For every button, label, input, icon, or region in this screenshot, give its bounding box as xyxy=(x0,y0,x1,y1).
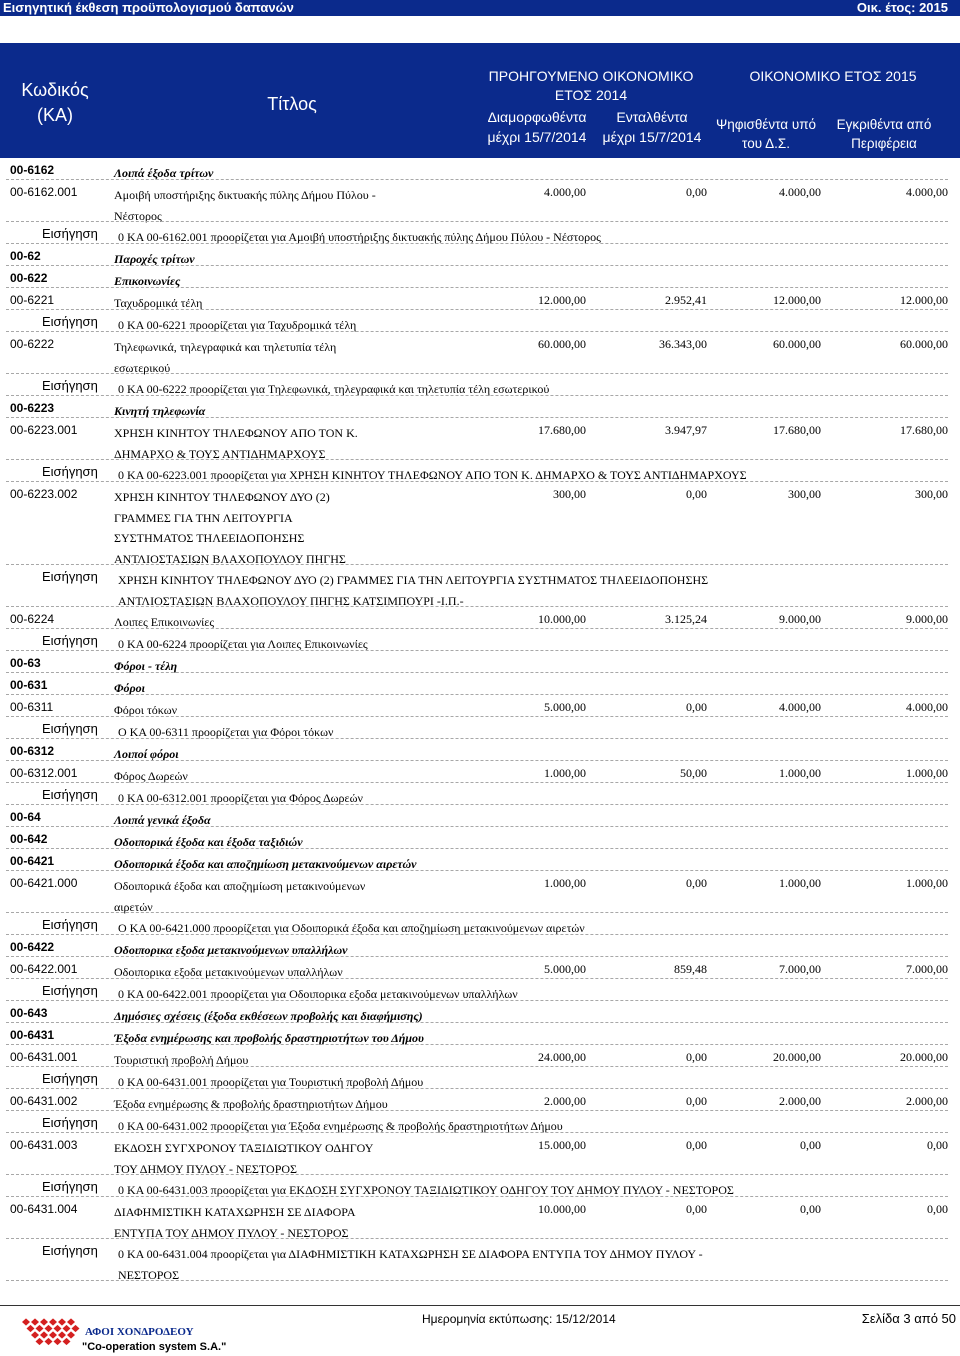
row-title-line: αιρετών xyxy=(114,899,153,914)
note-row xyxy=(0,1111,960,1133)
group-row xyxy=(0,739,960,761)
header-code-line1: Κωδικός xyxy=(21,80,89,100)
value-formed: 24.000,00 xyxy=(538,1050,586,1064)
row-title-line: ΕΝΤΥΠΑ ΤΟΥ ΔΗΜΟΥ ΠΥΛΟΥ - ΝΕΣΤΟΡΟΣ xyxy=(114,1225,349,1240)
print-date: Ημερομηνία εκτύπωσης: 15/12/2014 xyxy=(422,1312,616,1326)
value-voted: 1.000,00 xyxy=(779,876,821,890)
value-voted: 1.000,00 xyxy=(779,766,821,780)
row-title: Δημόσιες σχέσεις (έξοδα εκθέσεων προβολής και διαφήμισης) xyxy=(114,1009,423,1023)
row-title-line: ΑΝΤΛΙΟΣΤΑΣΙΩΝ ΒΛΑΧΟΠΟΥΛΟΥ ΠΗΓΗΣ xyxy=(114,551,346,566)
note-row xyxy=(0,629,960,651)
group-row xyxy=(0,651,960,673)
row-title: Επικοινωνίες xyxy=(114,274,181,288)
group-row xyxy=(0,244,960,266)
company-logo-icon xyxy=(20,1317,82,1347)
row-code: 00-6422 xyxy=(10,940,55,954)
table-row xyxy=(0,957,960,979)
row-title-line: ΓΡΑΜΜΕΣ ΓΙΑ ΤΗΝ ΛΕΙΤΟΥΡΓΙΑ xyxy=(114,510,293,525)
header-fiscal-2015: ΟΙΚΟΝΟΜΙΚΟ ΕΤΟΣ 2015 xyxy=(749,68,917,84)
note-text-line: 0 ΚΑ 00-6222 προορίζεται για Τηλεφωνικά, τηλεγραφικά και τηλετυπία τέλη εσωτερικού xyxy=(118,382,550,396)
table-row xyxy=(0,761,960,783)
group-row xyxy=(0,396,960,418)
note-text-line: 0 ΚΑ 00-6221 προορίζεται για Ταχυδρομικά τέλη xyxy=(118,318,357,332)
logo-diamond xyxy=(63,1325,71,1332)
row-code: 00-64 xyxy=(10,810,41,824)
value-voted: 12.000,00 xyxy=(773,293,821,307)
value-voted: 300,00 xyxy=(788,487,821,501)
row-code: 00-6431.003 xyxy=(10,1138,78,1152)
group-row xyxy=(0,827,960,849)
value-committed: 0,00 xyxy=(686,700,707,714)
note-row xyxy=(0,1067,960,1089)
row-title: Οδοιπορικά έξοδα και αποζημίωση μετακινούμενων αιρετών xyxy=(114,857,417,871)
note-text-line: ΝΕΣΤΟΡΟΣ xyxy=(118,1267,180,1282)
value-voted: 4.000,00 xyxy=(779,700,821,714)
row-title-line: Τουριστική προβολή Δήμου xyxy=(114,1053,249,1067)
value-formed: 10.000,00 xyxy=(538,1202,586,1216)
logo-diamond xyxy=(22,1318,30,1325)
table-row xyxy=(0,1089,960,1111)
header-committed-line1: Ενταλθέντα xyxy=(616,109,688,125)
table-row xyxy=(0,1045,960,1067)
table-row xyxy=(0,482,960,565)
note-text-line: 0 ΚΑ 00-6224 προορίζεται για Λοιπες Επικοινωνίες xyxy=(118,637,368,651)
row-title-line: ΣΥΣΤΗΜΑΤΟΣ ΤΗΛΕΕΙΔΟΠΟΗΣΗΣ xyxy=(114,531,305,545)
logo-diamond xyxy=(72,1325,80,1332)
logo-diamond xyxy=(67,1331,75,1338)
group-row xyxy=(0,935,960,957)
group-row xyxy=(0,673,960,695)
row-title-line: ΧΡΗΣΗ ΚΙΝΗΤΟΥ ΤΗΛΕΦΩΝΟΥ ΑΠΟ ΤΟΝ Κ. xyxy=(114,426,358,440)
value-voted: 2.000,00 xyxy=(779,1094,821,1108)
row-code: 00-6421 xyxy=(10,854,55,868)
header-formed-line2: μέχρι 15/7/2014 xyxy=(487,129,587,145)
company-name: ΑΦΟΙ ΧΟΝΔΡΟΔΕΟΥ xyxy=(85,1326,194,1338)
value-committed: 0,00 xyxy=(686,1138,707,1152)
note-row xyxy=(0,783,960,805)
logo-diamond xyxy=(54,1325,62,1332)
value-committed: 0,00 xyxy=(686,1050,707,1064)
note-label: Εισήγηση xyxy=(42,314,98,329)
logo-diamond xyxy=(31,1331,39,1338)
group-row xyxy=(0,805,960,827)
value-committed: 36.343,00 xyxy=(659,337,707,351)
note-label: Εισήγηση xyxy=(42,1115,98,1130)
note-text xyxy=(118,1244,703,1285)
value-approved: 12.000,00 xyxy=(900,293,948,307)
note-text-line: 0 ΚΑ 00-6162.001 προορίζεται για Αμοιβή υποστήριξης δικτυακής πύλης Δήμου Πύλου - Νέστορος xyxy=(118,230,601,244)
value-approved: 7.000,00 xyxy=(906,962,948,976)
logo-diamond xyxy=(36,1325,44,1332)
row-title-line: Οδοιπορικά έξοδα και αποζημίωση μετακινούμενων xyxy=(114,879,366,893)
report-title-bar xyxy=(0,0,960,16)
row-code: 00-62 xyxy=(10,249,41,263)
note-row xyxy=(0,460,960,482)
value-committed: 2.952,41 xyxy=(665,293,707,307)
note-row xyxy=(0,1175,960,1197)
logo-diamond xyxy=(31,1318,39,1325)
row-title xyxy=(114,1138,373,1179)
row-title-line: Νέστορος xyxy=(114,208,162,223)
row-code: 00-6422.001 xyxy=(10,962,78,976)
logo-diamond xyxy=(49,1318,57,1325)
value-approved: 1.000,00 xyxy=(906,876,948,890)
value-approved: 1.000,00 xyxy=(906,766,948,780)
row-title-line: ΔΗΜΑΡΧΟ & ΤΟΥΣ ΑΝΤΙΔΗΜΑΡΧΟΥΣ xyxy=(114,446,326,461)
note-label: Εισήγηση xyxy=(42,569,98,584)
value-approved: 20.000,00 xyxy=(900,1050,948,1064)
row-title-line: Τηλεφωνικά, τηλεγραφικά και τηλετυπία τέλη xyxy=(114,340,337,354)
value-formed: 300,00 xyxy=(553,487,586,501)
value-formed: 4.000,00 xyxy=(544,185,586,199)
header-prev-year-line1: ΠΡΟΗΓΟΥΜΕΝΟ ΟΙΚΟΝΟΜΙΚΟ xyxy=(488,68,694,84)
system-name: "Co-operation system S.A." xyxy=(82,1341,227,1353)
row-title: Φόροι xyxy=(114,681,145,695)
note-label: Εισήγηση xyxy=(42,1071,98,1086)
group-row xyxy=(0,266,960,288)
row-title xyxy=(114,337,336,378)
logo-diamond xyxy=(63,1338,71,1345)
row-title-line: ΤΟΥ ΔΗΜΟΥ ΠΥΛΟΥ - ΝΕΣΤΟΡΟΣ xyxy=(114,1161,298,1176)
value-voted: 0,00 xyxy=(800,1138,821,1152)
row-code: 00-6311 xyxy=(10,700,54,714)
row-code: 00-6162 xyxy=(10,163,55,177)
note-row xyxy=(0,310,960,332)
value-approved: 9.000,00 xyxy=(906,612,948,626)
group-row xyxy=(0,158,960,180)
value-formed: 5.000,00 xyxy=(544,700,586,714)
value-formed: 5.000,00 xyxy=(544,962,586,976)
page-number: Σελίδα 3 από 50 xyxy=(861,1311,956,1326)
value-voted: 7.000,00 xyxy=(779,962,821,976)
note-row xyxy=(0,913,960,935)
table-row xyxy=(0,871,960,913)
note-text-line: 0 ΚΑ 00-6431.003 προορίζεται για ΕΚΔΟΣΗ ΣΥΓΧΡΟΝΟΥ ΤΑΞΙΔΙΩΤΙΚΟΥ ΟΔΗΓΟΥ ΤΟΥ ΔΗΜΟΥ ΠΥΛΟΥ - ΝΕΣΤΟΡΟΣ xyxy=(118,1183,734,1197)
row-title-line: ΧΡΗΣΗ ΚΙΝΗΤΟΥ ΤΗΛΕΦΩΝΟΥ ΔΥΟ (2) xyxy=(114,490,330,504)
note-row xyxy=(0,374,960,396)
table-row xyxy=(0,1133,960,1175)
row-title xyxy=(114,876,365,917)
value-approved: 60.000,00 xyxy=(900,337,948,351)
value-formed: 60.000,00 xyxy=(538,337,586,351)
row-code: 00-6431.004 xyxy=(10,1202,78,1216)
value-committed: 0,00 xyxy=(686,1094,707,1108)
row-title-line: Αμοιβή υποστήριξης δικτυακής πύλης Δήμου Πύλου - xyxy=(114,188,376,202)
note-text-line: 0 ΚΑ 00-6223.001 προορίζεται για ΧΡΗΣΗ ΚΙΝΗΤΟΥ ΤΗΛΕΦΩΝΟΥ ΑΠΟ ΤΟΝ Κ. ΔΗΜΑΡΧΟ & ΤΟΥΣ ΑΝΤΙΔΗΜΑΡΧΟΥΣ xyxy=(118,468,747,482)
logo-diamond xyxy=(27,1325,35,1332)
row-code: 00-6222 xyxy=(10,337,55,351)
logo-diamond xyxy=(45,1338,53,1345)
value-committed: 859,48 xyxy=(674,962,707,976)
row-title: Οδοιπορικα εξοδα μετακινούμενων υπαλλήλων xyxy=(114,943,348,957)
fiscal-year: Οικ. έτος: 2015 xyxy=(856,0,948,15)
logo-diamond xyxy=(58,1318,66,1325)
row-title-line: Φόρος Δωρεών xyxy=(114,769,188,783)
row-title-line: Έξοδα ενημέρωσης & προβολής δραστηριοτήτων Δήμου xyxy=(114,1097,388,1111)
logo-diamond xyxy=(54,1338,62,1345)
row-title: Έξοδα ενημέρωσης και προβολής δραστηριοτήτων του Δήμου xyxy=(114,1031,424,1045)
header-prev-year-line2: ΕΤΟΣ 2014 xyxy=(554,87,628,103)
table-row xyxy=(0,607,960,629)
value-approved: 17.680,00 xyxy=(900,423,948,437)
note-text-line: 0 ΚΑ 00-6431.002 προορίζεται για Έξοδα ενημέρωσης & προβολής δραστηριοτήτων Δήμου xyxy=(118,1119,563,1133)
value-voted: 17.680,00 xyxy=(773,423,821,437)
header-voted-line1: Ψηφισθέντα υπό xyxy=(715,117,817,132)
note-label: Εισήγηση xyxy=(42,226,98,241)
note-row xyxy=(0,1239,960,1281)
row-title: Φόροι - τέλη xyxy=(114,659,178,673)
row-title-line: ΕΚΔΟΣΗ ΣΥΓΧΡΟΝΟΥ ΤΑΞΙΔΙΩΤΙΚΟΥ ΟΔΗΓΟΥ xyxy=(114,1141,374,1155)
row-code: 00-6431 xyxy=(10,1028,55,1042)
value-formed: 2.000,00 xyxy=(544,1094,586,1108)
logo-diamond xyxy=(45,1325,53,1332)
value-committed: 0,00 xyxy=(686,876,707,890)
note-label: Εισήγηση xyxy=(42,983,98,998)
row-code: 00-622 xyxy=(10,271,48,285)
row-code: 00-6431.001 xyxy=(10,1050,78,1064)
value-formed: 1.000,00 xyxy=(544,766,586,780)
logo-diamond xyxy=(40,1331,48,1338)
row-divider xyxy=(6,1280,948,1281)
row-title-line: Φόροι τόκων xyxy=(114,703,178,717)
header-title: Τίτλος xyxy=(267,94,317,114)
logo-diamond xyxy=(49,1331,57,1338)
value-approved: 0,00 xyxy=(927,1202,948,1216)
row-code: 00-6223.001 xyxy=(10,423,78,437)
note-row xyxy=(0,222,960,244)
note-text xyxy=(118,570,708,611)
row-code: 00-6223 xyxy=(10,401,55,415)
row-title xyxy=(114,185,376,226)
note-text-line: Ο ΚΑ 00-6421.000 προορίζεται για Οδοιπορικά έξοδα και αποζημίωση μετακινούμενων αιρετών xyxy=(118,921,585,935)
row-title-line: Οδοιπορικα εξοδα μετακινούμενων υπαλλήλων xyxy=(114,965,343,979)
value-approved: 4.000,00 xyxy=(906,700,948,714)
note-label: Εισήγηση xyxy=(42,787,98,802)
row-title xyxy=(114,487,346,569)
value-formed: 10.000,00 xyxy=(538,612,586,626)
row-code: 00-6162.001 xyxy=(10,185,78,199)
header-committed-line2: μέχρι 15/7/2014 xyxy=(602,129,702,145)
group-row xyxy=(0,1023,960,1045)
note-label: Εισήγηση xyxy=(42,1179,98,1194)
value-committed: 3.947,97 xyxy=(665,423,707,437)
row-code: 00-6224 xyxy=(10,612,55,626)
value-committed: 0,00 xyxy=(686,185,707,199)
row-title: Λοιποί φόροι xyxy=(114,747,179,761)
row-title xyxy=(114,423,358,464)
table-row xyxy=(0,695,960,717)
row-title: Κινητή τηλεφωνία xyxy=(114,404,206,418)
row-code: 00-6312 xyxy=(10,744,55,758)
note-text-line: 0 ΚΑ 00-6312.001 προορίζεται για Φόρος Δωρεών xyxy=(118,791,363,805)
table-row xyxy=(0,288,960,310)
header-formed-line1: Διαμορφωθέντα xyxy=(487,109,587,125)
row-title: Παροχές τρίτων xyxy=(114,252,195,266)
value-voted: 4.000,00 xyxy=(779,185,821,199)
value-voted: 9.000,00 xyxy=(779,612,821,626)
row-code: 00-6223.002 xyxy=(10,487,78,501)
value-committed: 0,00 xyxy=(686,487,707,501)
row-code: 00-6312.001 xyxy=(10,766,78,780)
header-approved-line2: Περιφέρεια xyxy=(851,136,917,151)
row-title-line: ΔΙΑΦΗΜΙΣΤΙΚΗ ΚΑΤΑΧΩΡΗΣΗ ΣΕ ΔΙΑΦΟΡΑ xyxy=(114,1205,356,1219)
row-code: 00-631 xyxy=(10,678,48,692)
value-voted: 0,00 xyxy=(800,1202,821,1216)
note-label: Εισήγηση xyxy=(42,464,98,479)
footer-divider xyxy=(0,1305,960,1306)
value-approved: 2.000,00 xyxy=(906,1094,948,1108)
table-header xyxy=(0,43,960,158)
row-title: Λοιπά γενικά έξοδα xyxy=(114,813,211,827)
note-row xyxy=(0,717,960,739)
logo-diamond xyxy=(36,1338,44,1345)
note-row xyxy=(0,979,960,1001)
note-label: Εισήγηση xyxy=(42,721,98,736)
value-voted: 20.000,00 xyxy=(773,1050,821,1064)
row-code: 00-6221 xyxy=(10,293,55,307)
note-row xyxy=(0,565,960,607)
header-voted-line2: του Δ.Σ. xyxy=(742,136,790,151)
table-row xyxy=(0,180,960,222)
row-title: Οδοιπορικά έξοδα και έξοδα ταξιδιών xyxy=(114,835,303,849)
value-committed: 0,00 xyxy=(686,1202,707,1216)
row-title-line: εσωτερικού xyxy=(114,360,171,375)
logo-diamond xyxy=(40,1318,48,1325)
value-committed: 50,00 xyxy=(680,766,707,780)
row-code: 00-6421.000 xyxy=(10,876,78,890)
table-row xyxy=(0,1197,960,1239)
value-formed: 12.000,00 xyxy=(538,293,586,307)
value-approved: 4.000,00 xyxy=(906,185,948,199)
report-title: Εισηγητική έκθεση προϋπολογισμού δαπανών xyxy=(3,0,294,15)
value-formed: 1.000,00 xyxy=(544,876,586,890)
table-row xyxy=(0,418,960,460)
note-text-line: ΑΝΤΛΙΟΣΤΑΣΙΩΝ ΒΛΑΧΟΠΟΥΛΟΥ ΠΗΓΗΣ ΚΑΤΣΙΜΠΟΥΡΙ -Ι.Π.- xyxy=(118,593,464,608)
row-title-line: Λοιπες Επικοινωνίες xyxy=(114,615,215,629)
logo-diamond xyxy=(58,1331,66,1338)
table-row xyxy=(0,332,960,374)
value-voted: 60.000,00 xyxy=(773,337,821,351)
group-row xyxy=(0,849,960,871)
row-code: 00-63 xyxy=(10,656,41,670)
note-label: Εισήγηση xyxy=(42,917,98,932)
value-formed: 17.680,00 xyxy=(538,423,586,437)
note-text-line: ΧΡΗΣΗ ΚΙΝΗΤΟΥ ΤΗΛΕΦΩΝΟΥ ΔΥΟ (2) ΓΡΑΜΜΕΣ ΓΙΑ ΤΗΝ ΛΕΙΤΟΥΡΓΙΑ ΣΥΣΤΗΜΑΤΟΣ ΤΗΛΕΕΙΔΟΠΟΗΣΗΣ xyxy=(118,573,709,587)
note-label: Εισήγηση xyxy=(42,1243,98,1258)
row-title-line: Ταχυδρομικά τέλη xyxy=(114,296,203,310)
row-code: 00-643 xyxy=(10,1006,48,1020)
note-text-line: 0 ΚΑ 00-6422.001 προορίζεται για Οδοιπορικα εξοδα μετακινούμενων υπαλλήλων xyxy=(118,987,518,1001)
row-code: 00-642 xyxy=(10,832,48,846)
header-approved-line1: Εγκριθέντα από xyxy=(836,117,932,132)
row-code: 00-6431.002 xyxy=(10,1094,78,1108)
note-label: Εισήγηση xyxy=(42,633,98,648)
note-text-line: 0 ΚΑ 00-6431.004 προορίζεται για ΔΙΑΦΗΜΙΣΤΙΚΗ ΚΑΤΑΧΩΡΗΣΗ ΣΕ ΔΙΑΦΟΡΑ ΕΝΤΥΠΑ ΤΟΥ ΔΗΜΟΥ ΠΥΛΟΥ - xyxy=(118,1247,703,1261)
value-committed: 3.125,24 xyxy=(665,612,707,626)
note-label: Εισήγηση xyxy=(42,378,98,393)
group-row xyxy=(0,1001,960,1023)
value-formed: 15.000,00 xyxy=(538,1138,586,1152)
header-code-line2: (ΚΑ) xyxy=(37,105,73,125)
row-title xyxy=(114,1202,355,1243)
note-text-line: 0 ΚΑ 00-6431.001 προορίζεται για Τουριστική προβολή Δήμου xyxy=(118,1075,424,1089)
row-title: Λοιπά έξοδα τρίτων xyxy=(114,166,214,180)
logo-diamond xyxy=(67,1318,75,1325)
value-approved: 300,00 xyxy=(915,487,948,501)
value-approved: 0,00 xyxy=(927,1138,948,1152)
note-text-line: Ο ΚΑ 00-6311 προορίζεται για Φόροι τόκων xyxy=(118,725,334,739)
